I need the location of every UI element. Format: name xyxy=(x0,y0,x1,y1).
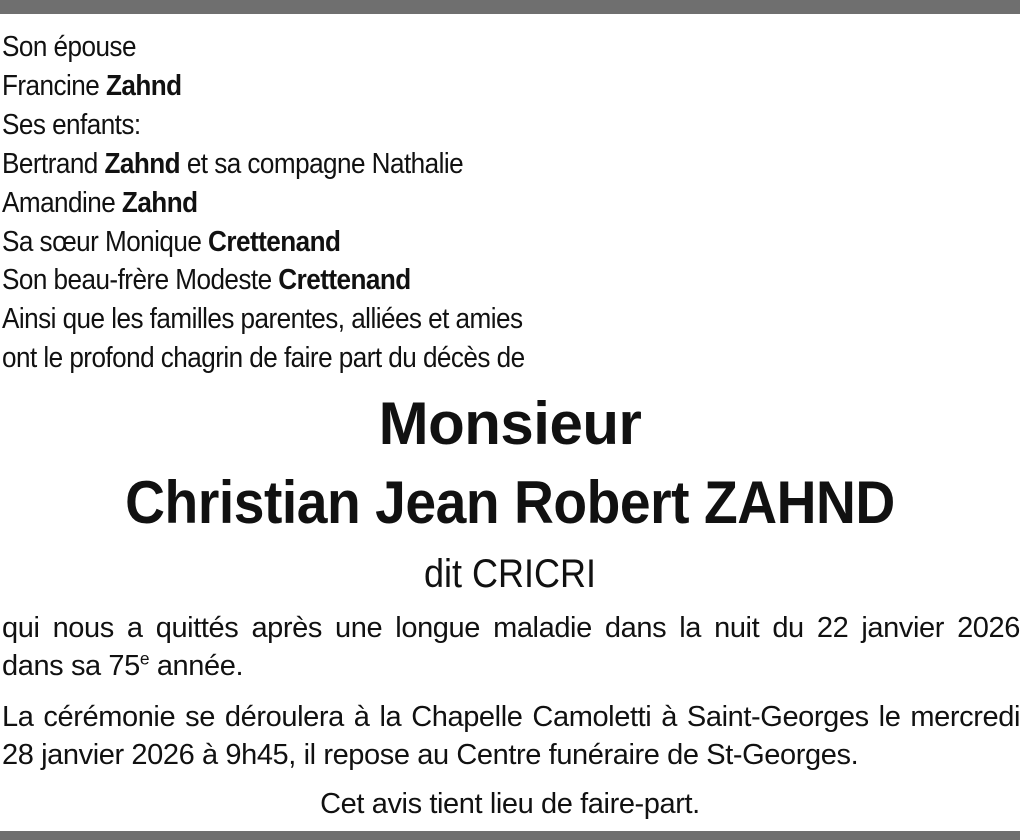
closing-note: Cet avis tient lieu de faire-part. xyxy=(320,788,700,820)
family-line xyxy=(2,106,525,145)
ceremony-paragraph xyxy=(2,698,1020,774)
ordinal-suffix: e xyxy=(139,648,150,669)
age-text: dans sa 75 xyxy=(2,650,140,682)
family-line xyxy=(2,300,525,339)
family-line-text: Sa sœur Monique xyxy=(2,225,209,258)
family-line xyxy=(2,339,525,378)
family-line xyxy=(2,223,525,262)
age-text-end: année. xyxy=(149,650,244,682)
family-line-text: Son beau-frère Modeste xyxy=(2,264,279,297)
family-line-text: ont le profond chagrin de faire part du décès de xyxy=(2,342,525,375)
family-line-text: Ainsi que les familles parentes, alliées et amies xyxy=(2,303,523,336)
family-line-text: Son épouse xyxy=(2,31,136,63)
family-line xyxy=(2,184,525,223)
family-line-text: Francine xyxy=(2,69,106,102)
family-line-surname: Zahnd xyxy=(121,186,198,219)
family-list xyxy=(2,28,525,378)
deceased-nickname: dit CRICRI xyxy=(423,552,597,596)
family-line-surname: Zahnd xyxy=(104,147,181,180)
death-paragraph-line1: qui nous a quittés après une longue maladie dans la nuit du 22 janvier 2026 xyxy=(2,612,1020,644)
bottom-border xyxy=(0,831,1020,840)
family-line xyxy=(2,28,525,67)
family-line-surname: Crettenand xyxy=(208,225,341,258)
deceased-honorific: Monsieur xyxy=(378,390,642,457)
family-line-rest: et sa compagne Nathalie xyxy=(180,147,464,180)
death-paragraph-line2 xyxy=(2,650,243,682)
family-line-surname: Crettenand xyxy=(278,264,411,297)
death-paragraph xyxy=(2,609,1020,685)
family-line-text: Amandine xyxy=(2,186,122,219)
ceremony-paragraph-line1: La cérémonie se déroulera à la Chapelle Camoletti à Saint-Georges le mercredi xyxy=(2,701,1020,733)
family-line-text: Bertrand xyxy=(2,147,105,180)
family-line xyxy=(2,261,525,300)
family-line xyxy=(2,145,525,184)
top-border xyxy=(0,0,1020,14)
family-line-surname: Zahnd xyxy=(105,69,182,102)
family-line xyxy=(2,67,525,106)
family-line-text: Ses enfants: xyxy=(2,108,141,141)
ceremony-paragraph-line2: 28 janvier 2026 à 9h45, il repose au Centre funéraire de St-Georges. xyxy=(2,739,859,771)
deceased-name: Christian Jean Robert ZAHND xyxy=(125,469,895,536)
